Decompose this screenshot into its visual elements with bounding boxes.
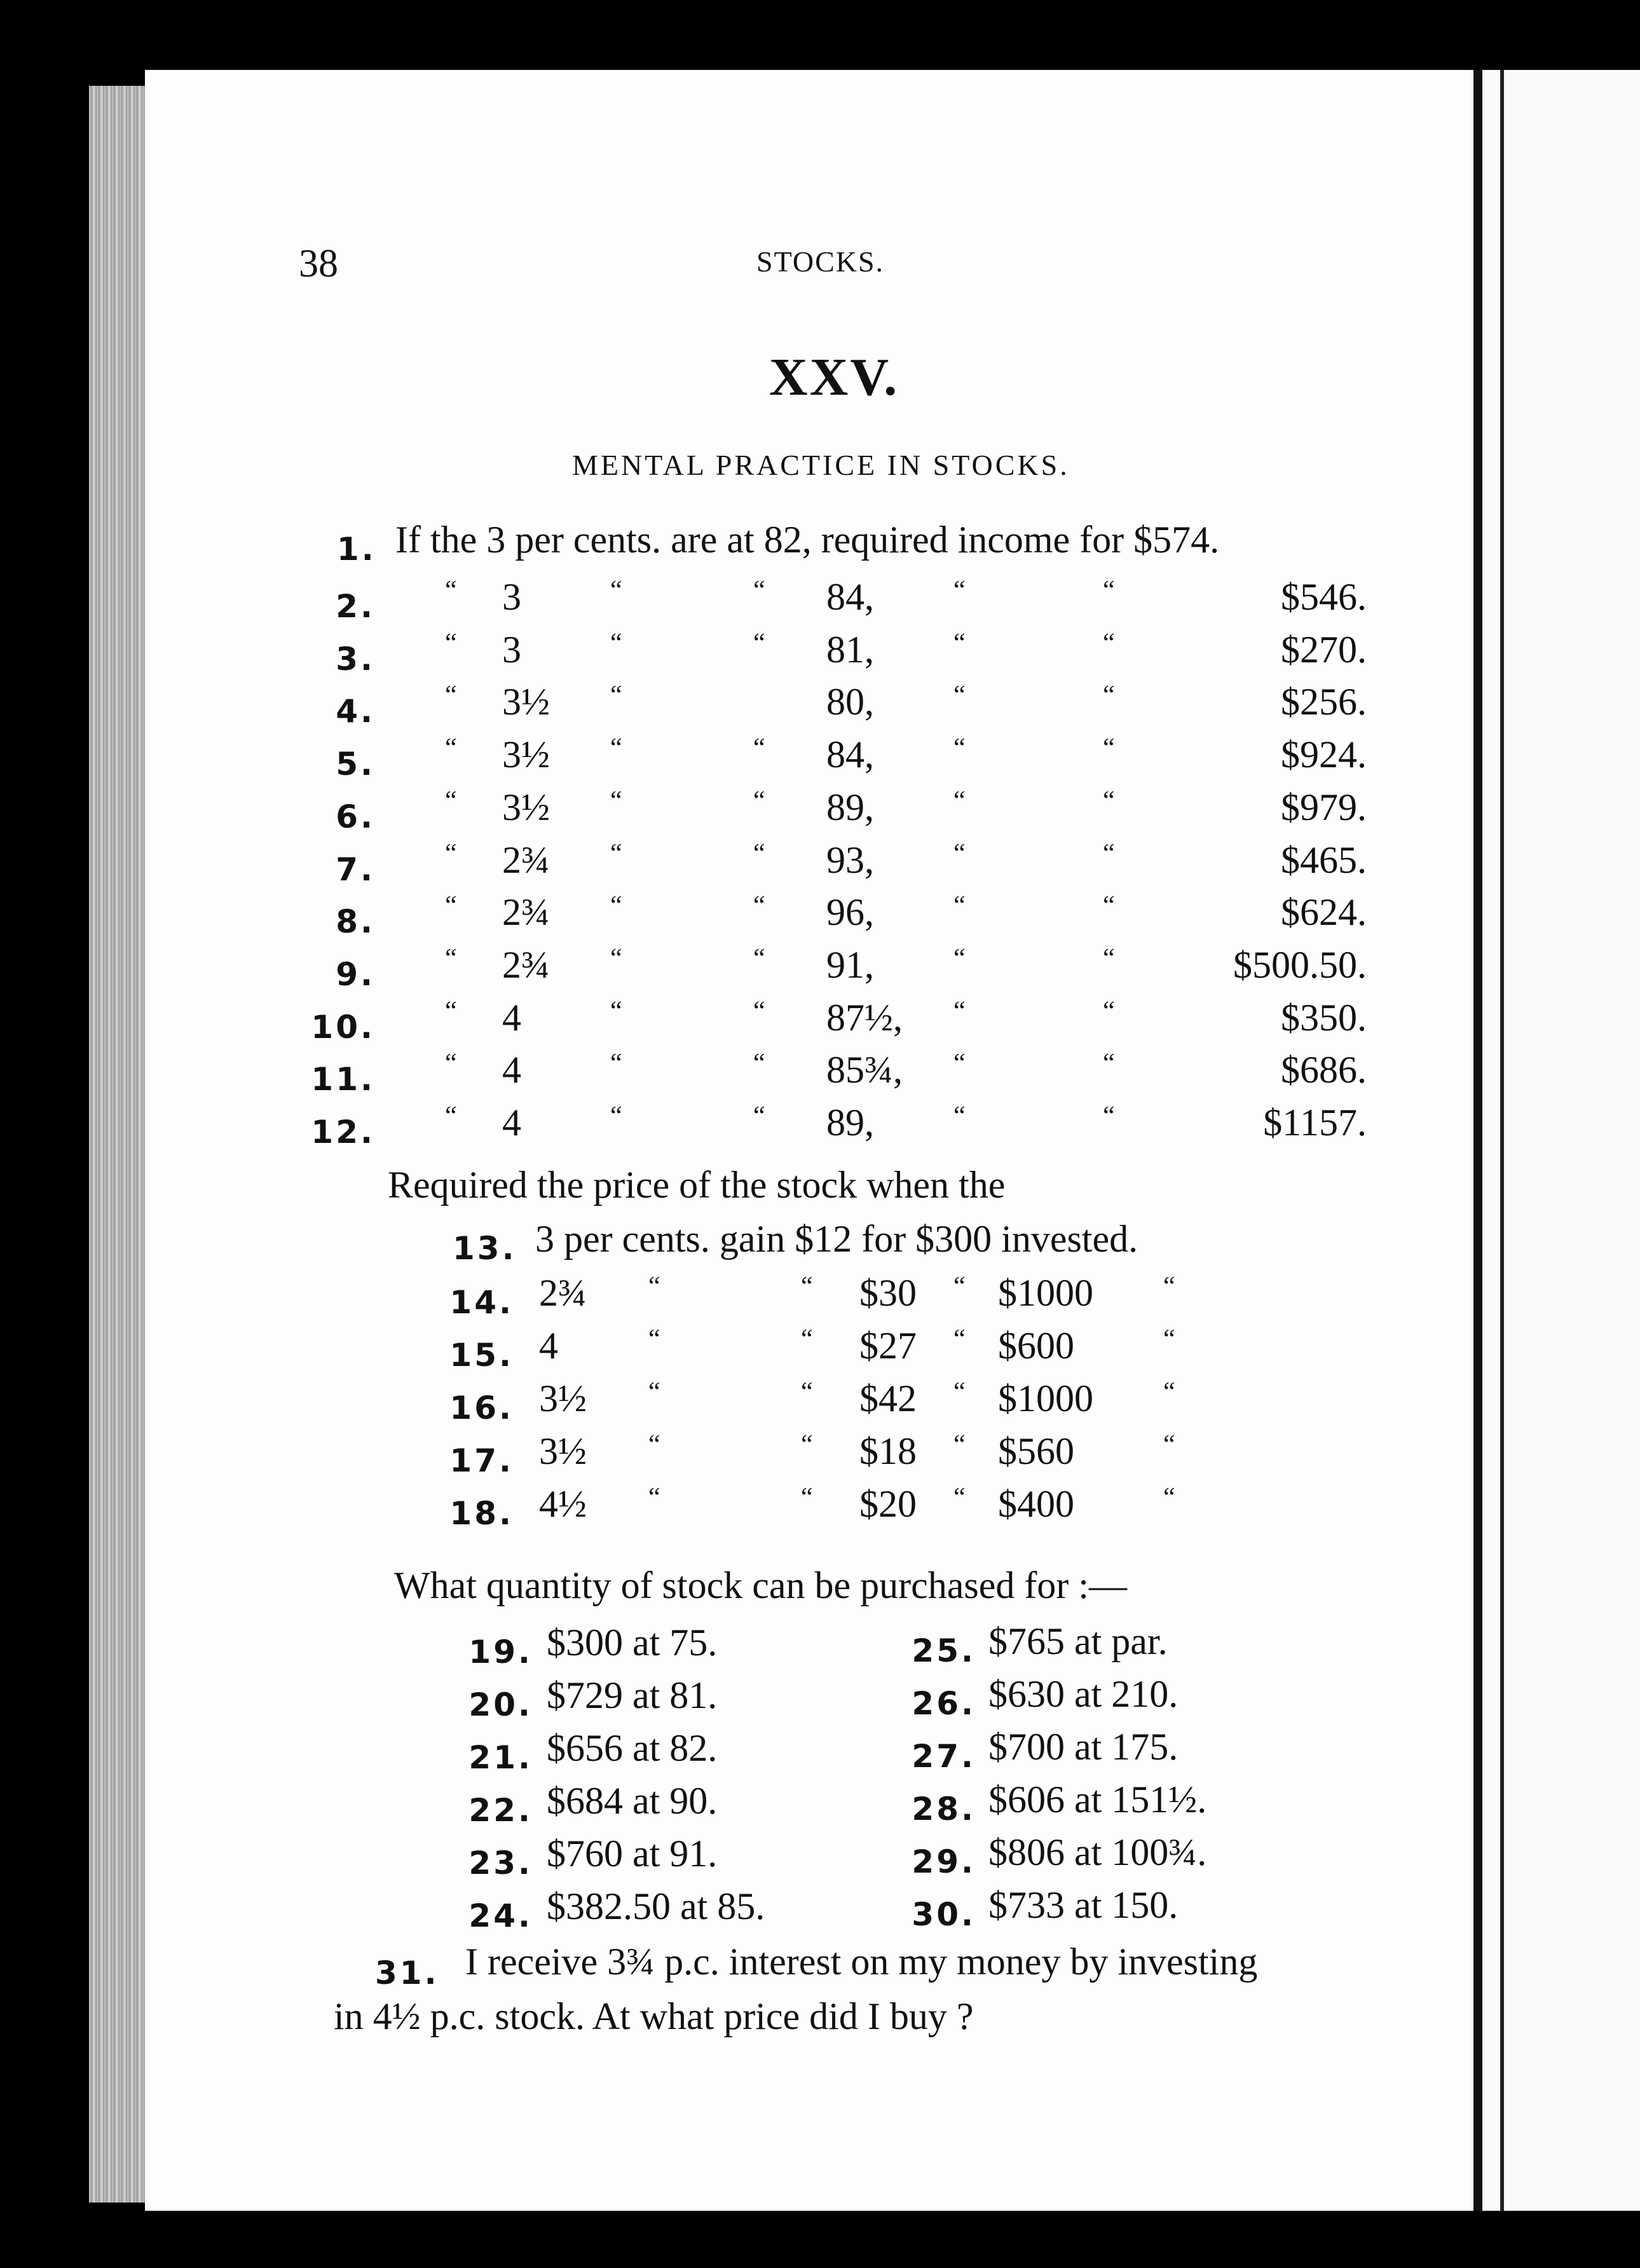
stock-rate: 3½ <box>539 1430 587 1472</box>
facing-page-edge <box>1500 70 1504 2211</box>
income-amount: $256. <box>1281 681 1367 723</box>
ditto-mark: “ <box>1103 996 1115 1026</box>
question-number: 21. <box>468 1739 533 1776</box>
ditto-mark: “ <box>610 838 622 868</box>
ditto-mark: “ <box>648 1377 660 1407</box>
page-number: 38 <box>299 242 338 285</box>
ditto-mark: “ <box>953 943 966 973</box>
income-amount: $924. <box>1281 734 1367 776</box>
question-number: 23. <box>468 1845 533 1882</box>
question-number: 11. <box>311 1061 375 1098</box>
stock-rate: 3½ <box>502 786 550 828</box>
invested-amount: $600 <box>998 1325 1074 1367</box>
stock-rate: 4 <box>502 996 521 1039</box>
ditto-mark: “ <box>445 681 457 711</box>
stock-price: 84, <box>826 576 874 618</box>
ditto-mark: “ <box>953 891 966 921</box>
stock-rate: 4½ <box>539 1483 587 1525</box>
ditto-mark: “ <box>445 1102 457 1131</box>
question-text: $765 at par. <box>988 1620 1168 1662</box>
ditto-mark: “ <box>648 1325 660 1354</box>
question-number: 10. <box>311 1008 375 1046</box>
section-heading-quantity: What quantity of stock can be purchased for :— <box>394 1564 1127 1606</box>
question-number: 5. <box>336 746 375 783</box>
stock-rate: 4 <box>539 1325 558 1367</box>
ditto-mark: “ <box>445 576 457 605</box>
ditto-mark: “ <box>801 1272 813 1301</box>
gain-amount: $20 <box>859 1483 917 1525</box>
income-amount: $465. <box>1281 838 1367 881</box>
stock-rate: 4 <box>502 1102 521 1144</box>
income-amount: $270. <box>1281 628 1367 671</box>
question-number: 14. <box>449 1284 514 1321</box>
income-amount: $624. <box>1281 891 1367 934</box>
question-text: $700 at 175. <box>988 1726 1179 1768</box>
ditto-mark: “ <box>1103 838 1115 868</box>
stock-price: 89, <box>826 786 874 828</box>
ditto-mark: “ <box>753 891 765 921</box>
ditto-mark: “ <box>953 1325 966 1354</box>
ditto-mark: “ <box>753 838 765 868</box>
ditto-mark: “ <box>753 1049 765 1079</box>
question-text: in 4½ p.c. stock. At what price did I buy ? <box>334 1995 974 2037</box>
income-amount: $546. <box>1281 576 1367 618</box>
stock-rate: 3 <box>502 628 521 671</box>
question-text: $760 at 91. <box>547 1833 718 1875</box>
question-number: 27. <box>912 1738 976 1775</box>
question-number: 9. <box>336 955 375 993</box>
ditto-mark: “ <box>753 996 765 1026</box>
ditto-mark: “ <box>1163 1377 1175 1407</box>
question-number: 25. <box>912 1632 976 1669</box>
income-amount: $1157. <box>1263 1102 1367 1144</box>
ditto-mark: “ <box>1103 734 1115 763</box>
question-number: 15. <box>449 1337 514 1374</box>
invested-amount: $1000 <box>998 1272 1093 1314</box>
question-number: 30. <box>912 1896 976 1933</box>
question-text: I receive 3¾ p.c. interest on my money by investing <box>465 1941 1258 1983</box>
ditto-mark: “ <box>445 838 457 868</box>
stock-rate: 2¾ <box>502 891 550 934</box>
ditto-mark: “ <box>610 891 622 921</box>
ditto-mark: “ <box>1163 1325 1175 1354</box>
ditto-mark: “ <box>1103 1049 1115 1079</box>
stock-rate: 2¾ <box>502 838 550 881</box>
section-heading-price: Required the price of the stock when the <box>388 1164 1006 1206</box>
stock-price: 84, <box>826 734 874 776</box>
ditto-mark: “ <box>1103 628 1115 658</box>
stock-price: 96, <box>826 891 874 934</box>
question-text: $806 at 100¾. <box>988 1831 1207 1873</box>
ditto-mark: “ <box>1103 943 1115 973</box>
ditto-mark: “ <box>445 996 457 1026</box>
question-text: $733 at 150. <box>988 1884 1179 1926</box>
ditto-mark: “ <box>753 943 765 973</box>
income-amount: $686. <box>1281 1049 1367 1091</box>
ditto-mark: “ <box>953 1430 966 1459</box>
gain-amount: $18 <box>859 1430 917 1472</box>
invested-amount: $1000 <box>998 1377 1093 1419</box>
ditto-mark: “ <box>610 576 622 605</box>
question-number: 7. <box>336 850 375 888</box>
ditto-mark: “ <box>953 681 966 711</box>
ditto-mark: “ <box>953 734 966 763</box>
ditto-mark: “ <box>1103 891 1115 921</box>
ditto-mark: “ <box>1103 681 1115 711</box>
ditto-mark: “ <box>445 628 457 658</box>
stock-rate: 3 <box>502 576 521 618</box>
stock-rate: 3½ <box>502 734 550 776</box>
running-title: STOCKS. <box>756 245 885 278</box>
question-text: $606 at 151½. <box>988 1779 1207 1821</box>
question-number: 3. <box>336 640 375 678</box>
stock-price: 81, <box>826 628 874 671</box>
ditto-mark: “ <box>953 786 966 816</box>
ditto-mark: “ <box>953 1102 966 1131</box>
book-spine <box>1473 70 1482 2211</box>
ditto-mark: “ <box>610 681 622 711</box>
ditto-mark: “ <box>953 1377 966 1407</box>
ditto-mark: “ <box>445 891 457 921</box>
ditto-mark: “ <box>953 1483 966 1512</box>
section-number: XXV. <box>769 348 899 407</box>
question-number: 12. <box>311 1114 375 1151</box>
stock-rate: 2¾ <box>539 1272 587 1314</box>
question-number: 19. <box>468 1634 533 1670</box>
ditto-mark: “ <box>953 576 966 605</box>
question-number: 8. <box>336 903 375 941</box>
question-number: 4. <box>336 693 375 730</box>
invested-amount: $400 <box>998 1483 1074 1525</box>
question-text: $684 at 90. <box>547 1780 718 1822</box>
income-amount: $979. <box>1281 786 1367 828</box>
question-text: 3 per cents. gain $12 for $300 invested. <box>535 1218 1138 1260</box>
ditto-mark: “ <box>610 786 622 816</box>
ditto-mark: “ <box>1103 786 1115 816</box>
question-number: 2. <box>336 588 375 625</box>
ditto-mark: “ <box>648 1483 660 1512</box>
ditto-mark: “ <box>801 1483 813 1512</box>
page-edge <box>89 86 153 2203</box>
ditto-mark: “ <box>801 1377 813 1407</box>
ditto-mark: “ <box>753 786 765 816</box>
question-text: $729 at 81. <box>547 1674 718 1716</box>
ditto-mark: “ <box>1163 1272 1175 1301</box>
question-number: 18. <box>449 1495 514 1532</box>
ditto-mark: “ <box>953 1272 966 1301</box>
ditto-mark: “ <box>1103 1102 1115 1131</box>
ditto-mark: “ <box>953 1049 966 1079</box>
ditto-mark: “ <box>610 996 622 1026</box>
ditto-mark: “ <box>801 1430 813 1459</box>
ditto-mark: “ <box>648 1430 660 1459</box>
question-text: $300 at 75. <box>547 1622 718 1663</box>
ditto-mark: “ <box>610 943 622 973</box>
question-number: 6. <box>336 798 375 835</box>
stock-price: 93, <box>826 838 874 881</box>
question-number: 13. <box>453 1230 517 1267</box>
ditto-mark: “ <box>1163 1483 1175 1512</box>
ditto-mark: “ <box>610 628 622 658</box>
facing-page <box>1482 70 1640 2211</box>
question-number: 26. <box>912 1685 976 1722</box>
ditto-mark: “ <box>753 1102 765 1131</box>
ditto-mark: “ <box>610 1102 622 1131</box>
ditto-mark: “ <box>753 576 765 605</box>
invested-amount: $560 <box>998 1430 1074 1472</box>
ditto-mark: “ <box>648 1272 660 1301</box>
stock-rate: 3½ <box>502 681 550 723</box>
stock-price: 91, <box>826 943 874 986</box>
ditto-mark: “ <box>753 628 765 658</box>
question-number: 28. <box>912 1791 976 1827</box>
question-number: 20. <box>468 1686 533 1723</box>
ditto-mark: “ <box>953 996 966 1026</box>
question-text: If the 3 per cents. are at 82, required income for $574. <box>395 519 1220 561</box>
question-number: 24. <box>468 1897 533 1934</box>
ditto-mark: “ <box>953 628 966 658</box>
ditto-mark: “ <box>445 943 457 973</box>
ditto-mark: “ <box>753 734 765 763</box>
question-text: $656 at 82. <box>547 1727 718 1769</box>
ditto-mark: “ <box>1163 1430 1175 1459</box>
stock-rate: 4 <box>502 1049 521 1091</box>
ditto-mark: “ <box>445 786 457 816</box>
question-number: 17. <box>449 1442 514 1479</box>
gain-amount: $27 <box>859 1325 917 1367</box>
question-number: 16. <box>449 1390 514 1426</box>
ditto-mark: “ <box>1103 576 1115 605</box>
section-title: MENTAL PRACTICE IN STOCKS. <box>572 449 1070 481</box>
question-number: 31. <box>375 1955 439 1991</box>
ditto-mark: “ <box>953 838 966 868</box>
question-text: $630 at 210. <box>988 1673 1179 1715</box>
ditto-mark: “ <box>445 1049 457 1079</box>
stock-price: 80, <box>826 681 874 723</box>
stock-rate: 2¾ <box>502 943 550 986</box>
ditto-mark: “ <box>610 1049 622 1079</box>
gain-amount: $42 <box>859 1377 917 1419</box>
stock-price: 89, <box>826 1102 874 1144</box>
question-number: 22. <box>468 1792 533 1829</box>
ditto-mark: “ <box>801 1325 813 1354</box>
stock-rate: 3½ <box>539 1377 587 1419</box>
stock-price: 87½, <box>826 996 903 1039</box>
question-text: $382.50 at 85. <box>547 1885 765 1927</box>
gain-amount: $30 <box>859 1272 917 1314</box>
ditto-mark: “ <box>610 734 622 763</box>
income-amount: $350. <box>1281 996 1367 1039</box>
question-number: 1. <box>337 531 376 568</box>
income-amount: $500.50. <box>1233 943 1367 986</box>
question-number: 29. <box>912 1843 976 1880</box>
stock-price: 85¾, <box>826 1049 903 1091</box>
ditto-mark: “ <box>445 734 457 763</box>
